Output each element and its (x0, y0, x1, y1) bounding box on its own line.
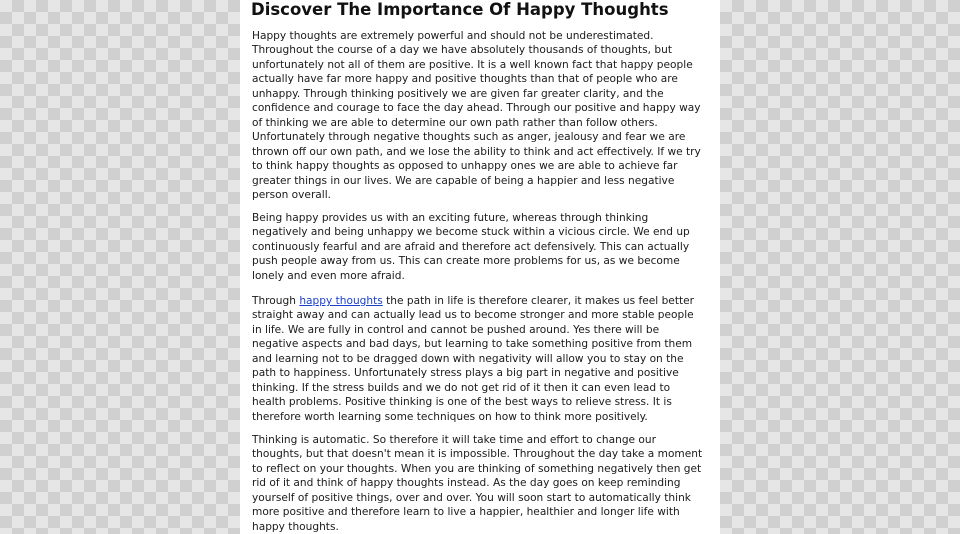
text-line: negative aspects and bad days, but learning to take something positive from them (252, 338, 693, 351)
text-line: path to happiness. Unfortunately stress plays a big part in negative and positive (252, 367, 679, 380)
text-line: person overall. (252, 188, 332, 201)
text-line (252, 294, 714, 308)
text-line: Thinking is automatic. So therefore it will take time and effort to change our (252, 434, 656, 446)
text-line: health problems. Positive thinking is one of the best ways to relieve stress. It is (252, 396, 672, 409)
article-paragraph-3 (252, 294, 714, 424)
happy-thoughts-link[interactable]: happy thoughts (299, 295, 383, 307)
text-line: Throughout the course of a day we have absolutely thousands of thoughts, but (252, 44, 672, 57)
text-line: thinking. If the stress builds and we do not get rid of it then it can even lead to (252, 381, 671, 394)
article-paragraph-4 (252, 433, 714, 534)
text-line: negatively and being unhappy we become stuck within a vicious circle. We end up (252, 226, 690, 239)
text-line: happy thoughts. (252, 520, 339, 533)
text-line: straight away and can actually lead us to become stronger and more stable people (252, 309, 694, 322)
text-line: Unfortunately through negative thoughts such as anger, jealousy and fear we are (252, 131, 686, 144)
text-line: thrown off our own path, and we lose the ability to think and act effectively. If we try (252, 145, 701, 158)
text-line: push people away from us. This can create more problems for us, as we become (252, 255, 680, 268)
text-line: thoughts, but that doesn't mean it is impossible. Throughout the day take a moment (252, 448, 703, 461)
article-paragraph-2 (252, 211, 714, 283)
text-segment: the path in life is therefore clearer, it makes us feel better (382, 295, 694, 307)
text-line: lonely and even more afraid. (252, 269, 405, 282)
text-line: Being happy provides us with an exciting future, whereas through thinking (252, 212, 649, 224)
text-line: yourself of positive things, over and over. You will soon start to automatically think (252, 491, 691, 504)
text-line: more positive and therefore learn to live a happier, healthier and longer life with (252, 506, 680, 519)
text-line: unfortunately not all of them are positive. It is a well known fact that happy people (252, 58, 693, 71)
text-line: actually have far more happy and positive thoughts than that of people who are (252, 73, 678, 86)
text-line: therefore worth learning some techniques on how to think more positively. (252, 410, 648, 423)
text-line: greater things in our lives. We are capable of being a happier and less negative (252, 174, 675, 187)
text-line: unhappy. Through thinking positively we are given far greater clarity, and the (252, 87, 664, 100)
text-line: Happy thoughts are extremely powerful and should not be underestimated. (252, 30, 654, 42)
text-line: rid of it and think of happy thoughts instead. As the day goes on keep reminding (252, 477, 681, 490)
text-segment: Through (252, 295, 300, 307)
text-line: and learning not to be dragged down with negativity will allow you to stay on the (252, 352, 684, 365)
document-page (240, 0, 720, 534)
text-line: to think happy thoughts as opposed to unhappy ones we are able to achieve far (252, 160, 678, 173)
text-line: confidence and courage to face the day ahead. Through our positive and happy way (252, 102, 701, 115)
article-title: Discover The Importance Of Happy Thoughts (251, 0, 669, 19)
text-line: to reflect on your thoughts. When you are thinking of something negatively then get (252, 462, 702, 475)
text-line: in life. We are fully in control and cannot be pushed around. Yes there will be (252, 323, 660, 336)
text-line: of thinking we are able to determine our own path rather than follow others. (252, 116, 658, 129)
text-line: continuously fearful and are afraid and therefore act defensively. This can actually (252, 240, 690, 253)
article-paragraph-1 (252, 29, 714, 202)
